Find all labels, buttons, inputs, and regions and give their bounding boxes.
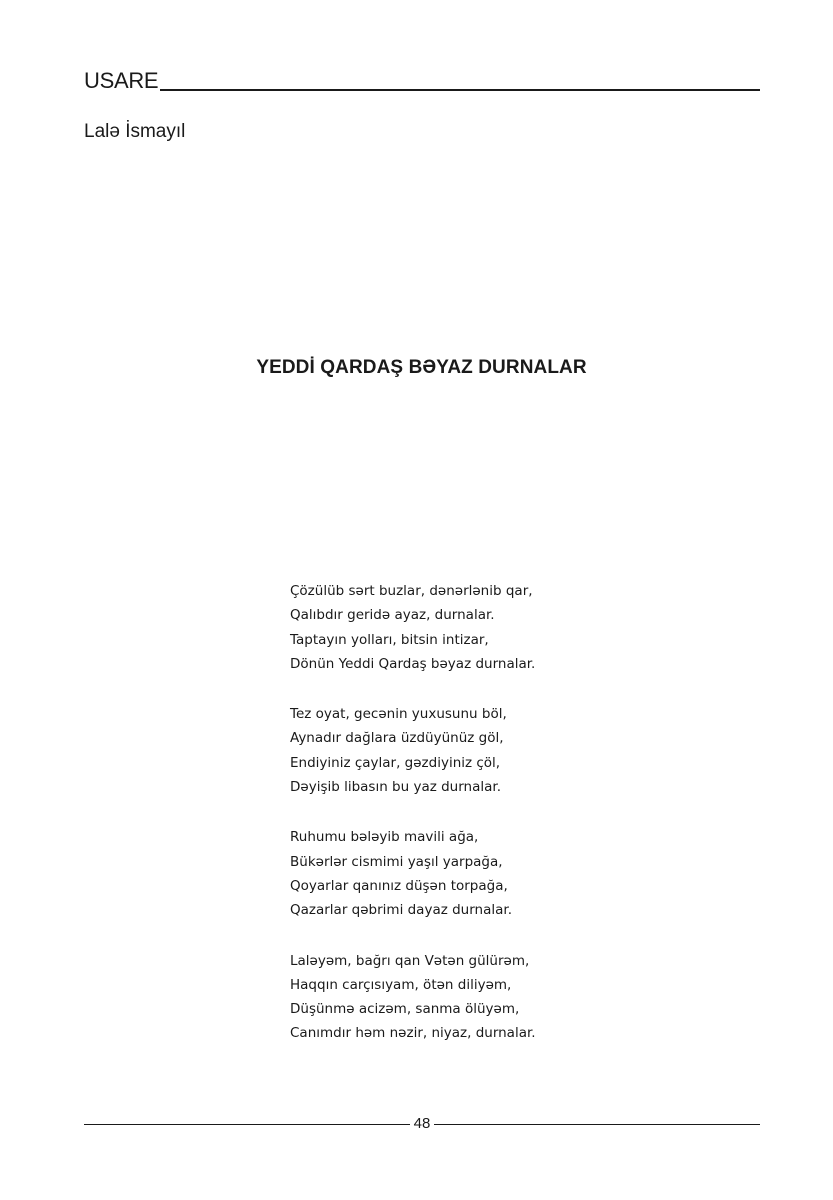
verse-line: Çözülüb sərt buzlar, dənərlənib qar,	[290, 583, 533, 599]
verse-line: Aynadır dağlara üzdüyünüz göl,	[290, 730, 504, 747]
verse-line: Laləyəm, bağrı qan Vətən gülürəm,	[290, 952, 530, 969]
footer-rule-left	[84, 1124, 410, 1125]
verse-line: Qoyarlar qanınız düşən torpağa,	[290, 877, 508, 894]
verse-line: Qazarlar qəbrimi dayaz durnalar.	[290, 902, 512, 919]
running-header	[84, 70, 760, 92]
verse-line: Tez oyat, gecənin yuxusunu böl,	[290, 706, 507, 723]
verse-line: Haqqın carçısıyam, ötən diliyəm,	[290, 976, 512, 993]
stanza	[290, 702, 620, 799]
page-footer	[84, 1114, 760, 1134]
verse-line: Taptayın yolları, bitsin intizar,	[290, 631, 489, 648]
poem-body	[290, 579, 620, 1072]
journal-name: USARE	[84, 68, 159, 93]
footer-rule-right	[434, 1124, 760, 1125]
poem-title: YEDDİ QARDAŞ BƏYAZ DURNALAR	[256, 357, 587, 378]
stanza	[290, 949, 620, 1046]
stanza	[290, 579, 620, 676]
verse-line: Dəyişib libasın bu yaz durnalar.	[290, 779, 502, 796]
stanza	[290, 825, 620, 922]
verse-line: Ruhumu bələyib mavili ağa,	[290, 829, 479, 846]
verse-line: Düşünmə acizəm, sanma ölüyəm,	[290, 1001, 520, 1018]
verse-line: Dönün Yeddi Qardaş bəyaz durnalar.	[290, 655, 536, 672]
header-rule	[160, 89, 760, 91]
verse-line: Canımdır həm nəzir, niyaz, durnalar.	[290, 1025, 536, 1042]
page-number: 48	[413, 1115, 431, 1132]
author-name: Lalə İsmayıl	[84, 121, 186, 142]
verse-line: Endiyiniz çaylar, gəzdiyiniz çöl,	[290, 754, 501, 771]
verse-line: Qalıbdır geridə ayaz, durnalar.	[290, 607, 495, 624]
verse-line: Bükərlər cismimi yaşıl yarpağa,	[290, 853, 503, 870]
